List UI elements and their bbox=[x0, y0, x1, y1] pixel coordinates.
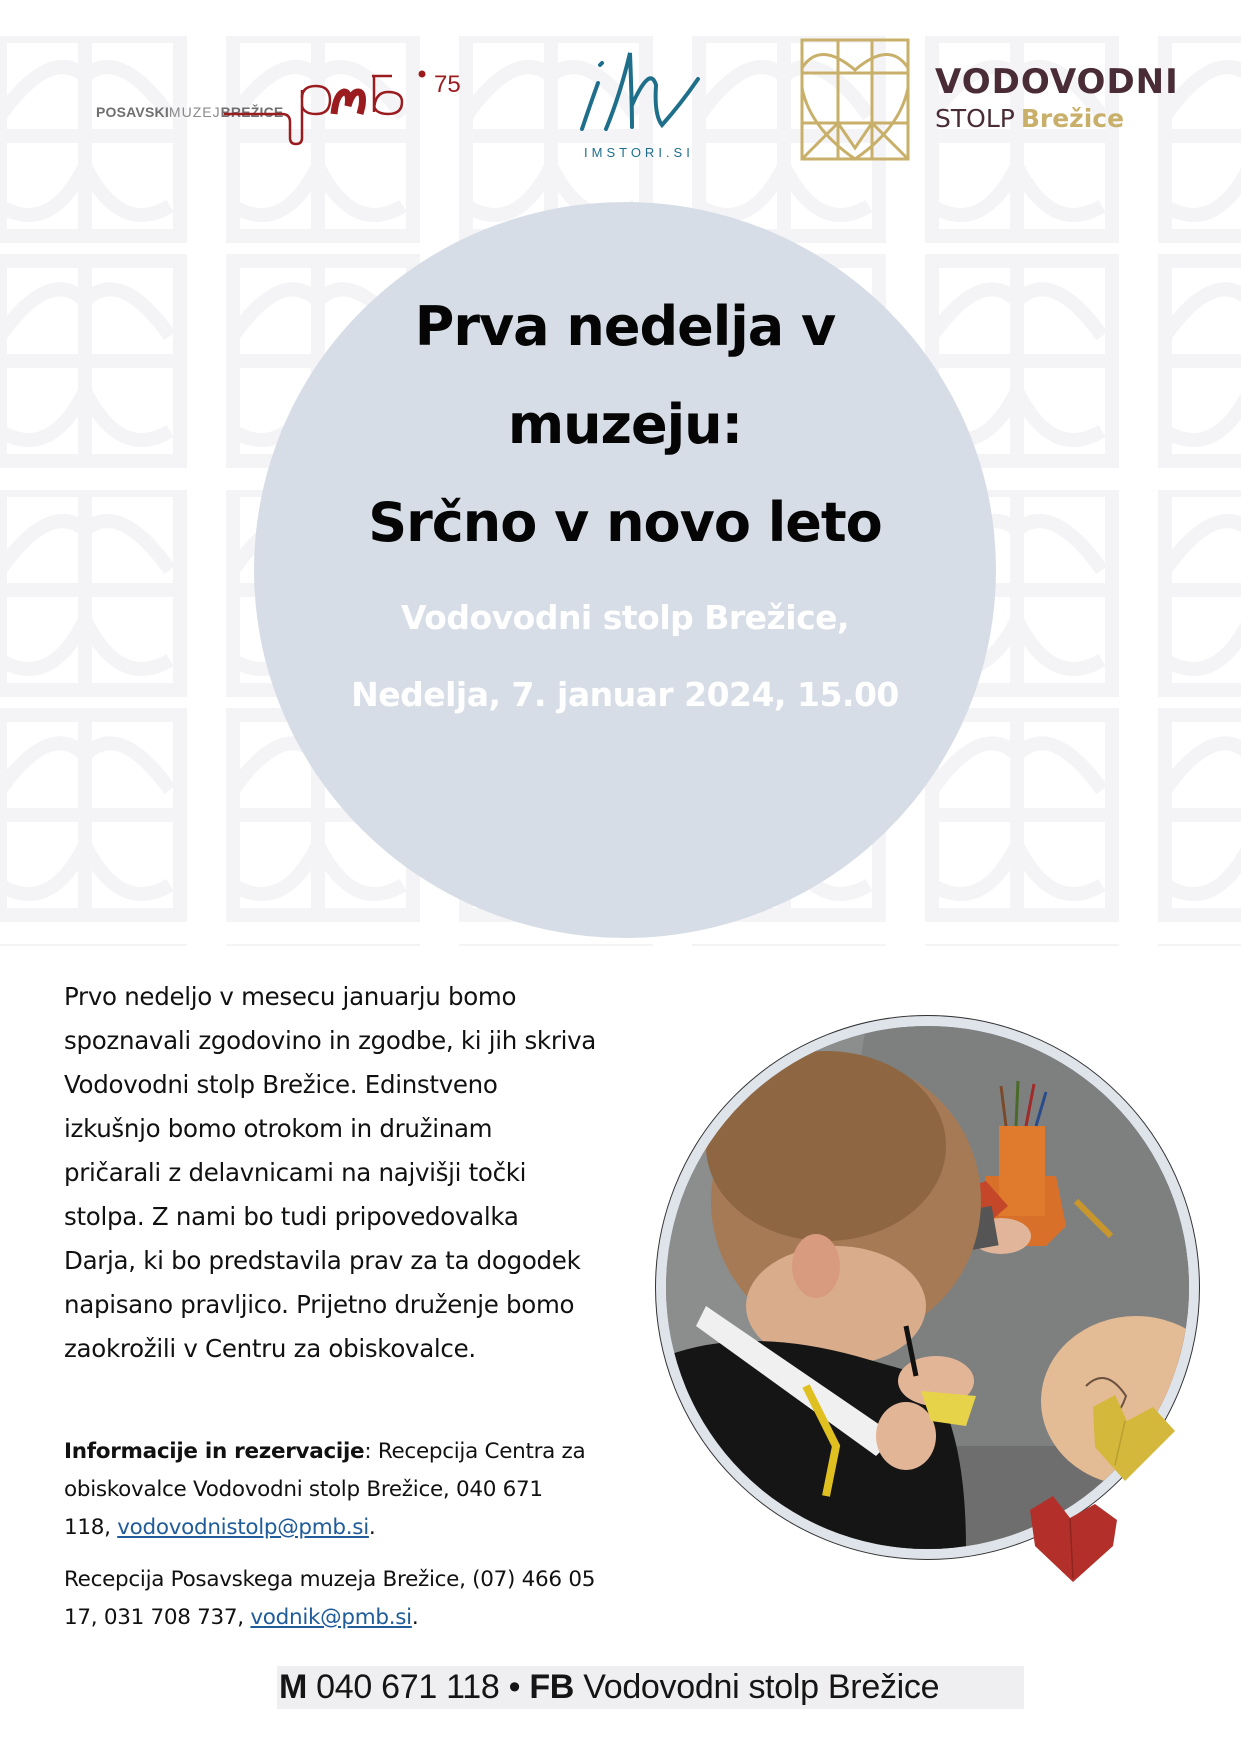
description-line: izkušnjo bomo otrokom in družinam bbox=[64, 1114, 493, 1143]
info-text: 17, 031 708 737, bbox=[64, 1605, 251, 1630]
paper-heart-red-icon bbox=[1025, 1490, 1120, 1585]
imstori-caption: IMSTORI.SI bbox=[584, 145, 694, 160]
event-title bbox=[254, 278, 996, 572]
info-text: : Recepcija Centra za bbox=[364, 1439, 586, 1464]
paper-heart-yellow-icon bbox=[1085, 1395, 1180, 1485]
description-line: Vodovodni stolp Brežice. Edinstveno bbox=[64, 1070, 498, 1099]
mobile-number: 040 671 118 • bbox=[307, 1668, 530, 1706]
event-location: Vodovodni stolp Brežice, bbox=[400, 598, 850, 637]
footer-contact-bar bbox=[277, 1666, 1024, 1709]
logo-posavski-muzej-brezice bbox=[96, 70, 461, 160]
tower-heart-window-icon bbox=[800, 38, 910, 161]
logo-vodovodni-stolp bbox=[800, 38, 1210, 163]
title-line-2: muzeju: bbox=[507, 393, 743, 456]
event-date: Nedelja, 7. januar 2024, 15.00 bbox=[351, 675, 899, 714]
description-line: pričarali z delavnicami na najvišji točki bbox=[64, 1158, 527, 1187]
description-line: stolpa. Z nami bo tudi pripovedovalka bbox=[64, 1202, 519, 1231]
imstori-logo-mark-icon bbox=[570, 45, 710, 145]
info-reservations bbox=[64, 1433, 664, 1637]
logo-header bbox=[0, 0, 1241, 180]
info-text: 118, bbox=[64, 1515, 118, 1540]
info-label: Informacije in rezervacije bbox=[64, 1439, 365, 1464]
mobile-label: M bbox=[279, 1668, 308, 1706]
pmb-text-posavski: POSAVSKI bbox=[96, 104, 169, 120]
facebook-page-name: Vodovodni stolp Brežice bbox=[574, 1668, 940, 1706]
info-text: . bbox=[411, 1605, 419, 1630]
description-line: Darja, ki bo predstavila prav za ta dogodek bbox=[64, 1246, 581, 1275]
email-link-vodovodnistolp[interactable]: vodovodnistolp@pmb.si bbox=[117, 1515, 369, 1540]
title-line-1: Prva nedelja v bbox=[414, 295, 836, 358]
title-line-3: Srčno v novo leto bbox=[368, 491, 882, 554]
description-line: zaokrožili v Centru za obiskovalce. bbox=[64, 1334, 476, 1363]
pmb-text-muzej: MUZEJ bbox=[168, 104, 221, 120]
info-text: obiskovalce Vodovodni stolp Brežice, 040 671 bbox=[64, 1477, 543, 1502]
facebook-label: FB bbox=[529, 1668, 575, 1706]
vs-title: VODOVODNI bbox=[935, 62, 1179, 102]
info-text: . bbox=[368, 1515, 376, 1540]
event-description bbox=[64, 975, 664, 1371]
description-line: Prvo nedeljo v mesecu januarju bomo bbox=[64, 982, 517, 1011]
pmb-text-brezice: BREŽICE bbox=[220, 104, 284, 120]
vs-subtitle bbox=[935, 104, 1124, 133]
info-text: Recepcija Posavskega muzeja Brežice, (07) 466 05 bbox=[64, 1567, 596, 1592]
description-line: napisano pravljico. Prijetno druženje bomo bbox=[64, 1290, 575, 1319]
svg-text:75: 75 bbox=[434, 71, 461, 98]
vs-sub-stolp: STOLP bbox=[935, 104, 1015, 133]
description-line: spoznavali zgodovino in zgodbe, ki jih skriva bbox=[64, 1026, 597, 1055]
email-link-vodnik[interactable]: vodnik@pmb.si bbox=[250, 1605, 412, 1630]
event-photo bbox=[655, 1015, 1210, 1565]
vs-sub-brezice: Brežice bbox=[1020, 104, 1125, 133]
logo-imstori bbox=[570, 45, 710, 165]
pmb-logo-mark-icon bbox=[224, 70, 464, 150]
